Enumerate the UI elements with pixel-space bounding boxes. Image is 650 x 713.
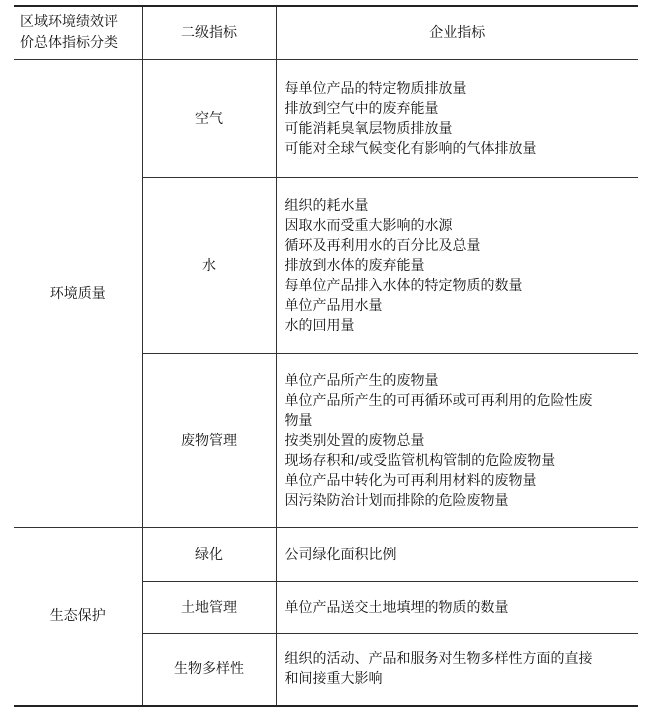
list-item: 排放到空气中的废弃能量 (284, 100, 439, 117)
list-item: 每单位产品的特定物质排放量 (284, 80, 467, 97)
category-ecological-protection: 生态保护 (14, 528, 142, 706)
list-item: 因取水而受重大影响的水源 (284, 217, 453, 234)
header-category: 区域环境绩效评 价总体指标分类 (14, 6, 142, 60)
header-secondary-indicator: 二级指标 (142, 6, 276, 60)
header-enterprise-indicator: 企业指标 (276, 6, 638, 60)
sub-indicator-waste-management: 废物管理 (142, 354, 276, 528)
category-environment-quality: 环境质量 (14, 60, 142, 528)
list-item: 循环及再利用水的百分比及总量 (284, 237, 481, 254)
list-item: 物量 (284, 412, 313, 429)
sub-indicator-biodiversity: 生物多样性 (142, 634, 276, 706)
list-item: 水的回用量 (284, 317, 355, 334)
indicator-table (14, 5, 638, 707)
list-item: 单位产品中转化为可再利用材料的废物量 (284, 472, 537, 489)
table-row (14, 528, 638, 582)
list-item: 因污染防治计划而排除的危险废物量 (284, 492, 509, 509)
sub-indicator-land-management: 土地管理 (142, 582, 276, 634)
indicator-list-air (276, 60, 638, 178)
indicator-list-water (276, 178, 638, 354)
list-item: 公司绿化面积比例 (284, 546, 397, 563)
table-row (14, 60, 638, 178)
list-item: 可能对全球气候变化有影响的气体排放量 (284, 140, 537, 157)
list-item: 可能消耗臭氧层物质排放量 (284, 120, 453, 137)
list-item: 按类别处置的废物总量 (284, 432, 425, 449)
table-header-row (14, 6, 638, 60)
list-item: 组织的耗水量 (284, 197, 369, 214)
list-item: 单位产品送交土地填埋的物质的数量 (284, 599, 509, 616)
indicator-list-biodiversity (276, 634, 638, 706)
indicator-list-greening (276, 528, 638, 582)
list-item: 排放到水体的废弃能量 (284, 257, 425, 274)
list-item: 和间接重大影响 (284, 671, 383, 688)
list-item: 单位产品所产生的废物量 (284, 372, 439, 389)
indicator-list-waste-management (276, 354, 638, 528)
sub-indicator-air: 空气 (142, 60, 276, 178)
list-item: 组织的活动、产品和服务对生物多样性方面的直接 (284, 651, 593, 668)
list-item: 每单位产品排入水体的特定物质的数量 (284, 277, 523, 294)
list-item: 单位产品所产生的可再循环或可再利用的危险性废 (284, 392, 593, 409)
sub-indicator-greening: 绿化 (142, 528, 276, 582)
list-item: 单位产品用水量 (284, 297, 383, 314)
list-item: 现场存积和/或受监管机构管制的危险废物量 (284, 452, 556, 469)
indicator-list-land-management (276, 582, 638, 634)
sub-indicator-water: 水 (142, 178, 276, 354)
